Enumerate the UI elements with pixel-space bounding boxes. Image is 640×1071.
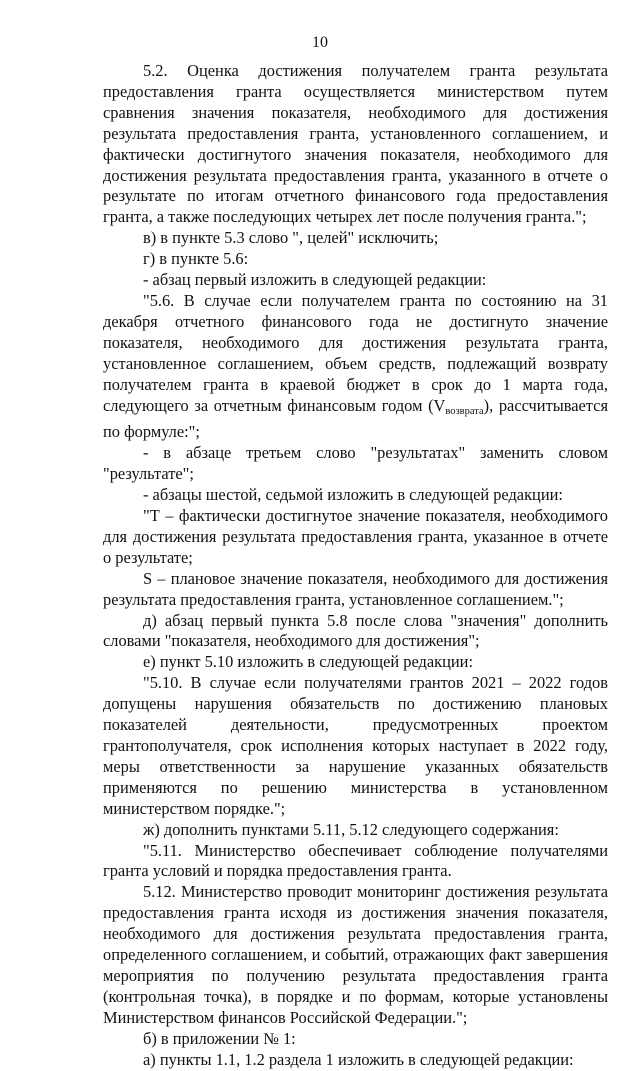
- amendment-e: е) пункт 5.10 изложить в следующей редакции:: [143, 652, 473, 672]
- amendment-g: г) в пункте 5.6:: [143, 249, 249, 269]
- amendment-g-paragraph-one: - абзац первый изложить в следующей редакции:: [143, 270, 487, 290]
- paragraph-5-6-text: "5.6. В случае если получателем гранта по состоянию на 31 декабря отчетного финансового года не достигнуто значение показателя, необходимого для достижения результата гранта, установленное соглашением, объем средств, подлежащий возврату получателем гранта в краевой бюджет в срок до 1 марта года, следующего за отчетным финансовым годом (V: [103, 290, 608, 415]
- paragraph-5-6-tail: ), рассчитывается по формуле:";: [103, 395, 608, 442]
- page-number: 10: [312, 34, 328, 51]
- amendment-b-appendix: б) в приложении № 1:: [143, 1028, 296, 1048]
- paragraph-5-2: 5.2. Оценка достижения получателем гранта результата предоставления гранта осуществляется министерством путем сравнения значения показателя, необходимого для достижения результата предоставления гранта, установленного соглашением, и фактически достигнутого значения показателя, необходимого для достижения результата предоставления гранта, указанного в отчете о результате по итогам отчетного финансового года предоставления гранта, а также последующих четырех лет после получения гранта.";: [103, 61, 608, 227]
- v-subscript: возврата: [445, 405, 484, 417]
- paragraph-5-12: 5.12. Министерство проводит мониторинг достижения результата предоставления гранта исходя из достижения значения показателя, необходимого для достижения результата предоставления гранта, определенного соглашением, и событий, отражающих факт завершения мероприятия по получению результата предоставления гранта (контрольная точка), в порядке и по формам, которые установлены Министерством финансов Российской Федерации.";: [103, 882, 608, 1027]
- definition-s: S – плановое значение показателя, необходимого для достижения результата предоставления гранта, установленное соглашением.";: [103, 568, 608, 609]
- amendment-g-paragraph-three: - в абзаце третьем слово "результатах" заменить словом "результате";: [103, 443, 608, 484]
- definition-t: "Т – фактически достигнутое значение показателя, необходимого для достижения результата предоставления гранта, указанное в отчете о результате;: [103, 506, 608, 567]
- document-body: [103, 61, 608, 1071]
- paragraph-5-6: [103, 291, 608, 443]
- amendment-a-sections: а) пункты 1.1, 1.2 раздела 1 изложить в следующей редакции:: [143, 1049, 574, 1069]
- amendment-g-paragraphs-six-seven: - абзацы шестой, седьмой изложить в следующей редакции:: [143, 485, 563, 505]
- paragraph-5-10: "5.10. В случае если получателями грантов 2021 – 2022 годов допущены нарушения обязательств по достижению плановых показателей деятельности, предусмотренных проектом грантополучателя, срок исполнения которых наступает в 2022 году, меры ответственности за нарушение указанных обязательств применяются по решению министерства в установленном министерством порядке.";: [103, 673, 608, 818]
- amendment-zh: ж) дополнить пунктами 5.11, 5.12 следующего содержания:: [143, 819, 559, 839]
- amendment-d: д) абзац первый пункта 5.8 после слова "значения" дополнить словами "показателя, необходимого для достижения";: [103, 610, 608, 651]
- paragraph-5-11: "5.11. Министерство обеспечивает соблюдение получателями гранта условий и порядка предоставления гранта.: [103, 840, 608, 881]
- amendment-v: в) в пункте 5.3 слово ", целей" исключить;: [143, 228, 439, 248]
